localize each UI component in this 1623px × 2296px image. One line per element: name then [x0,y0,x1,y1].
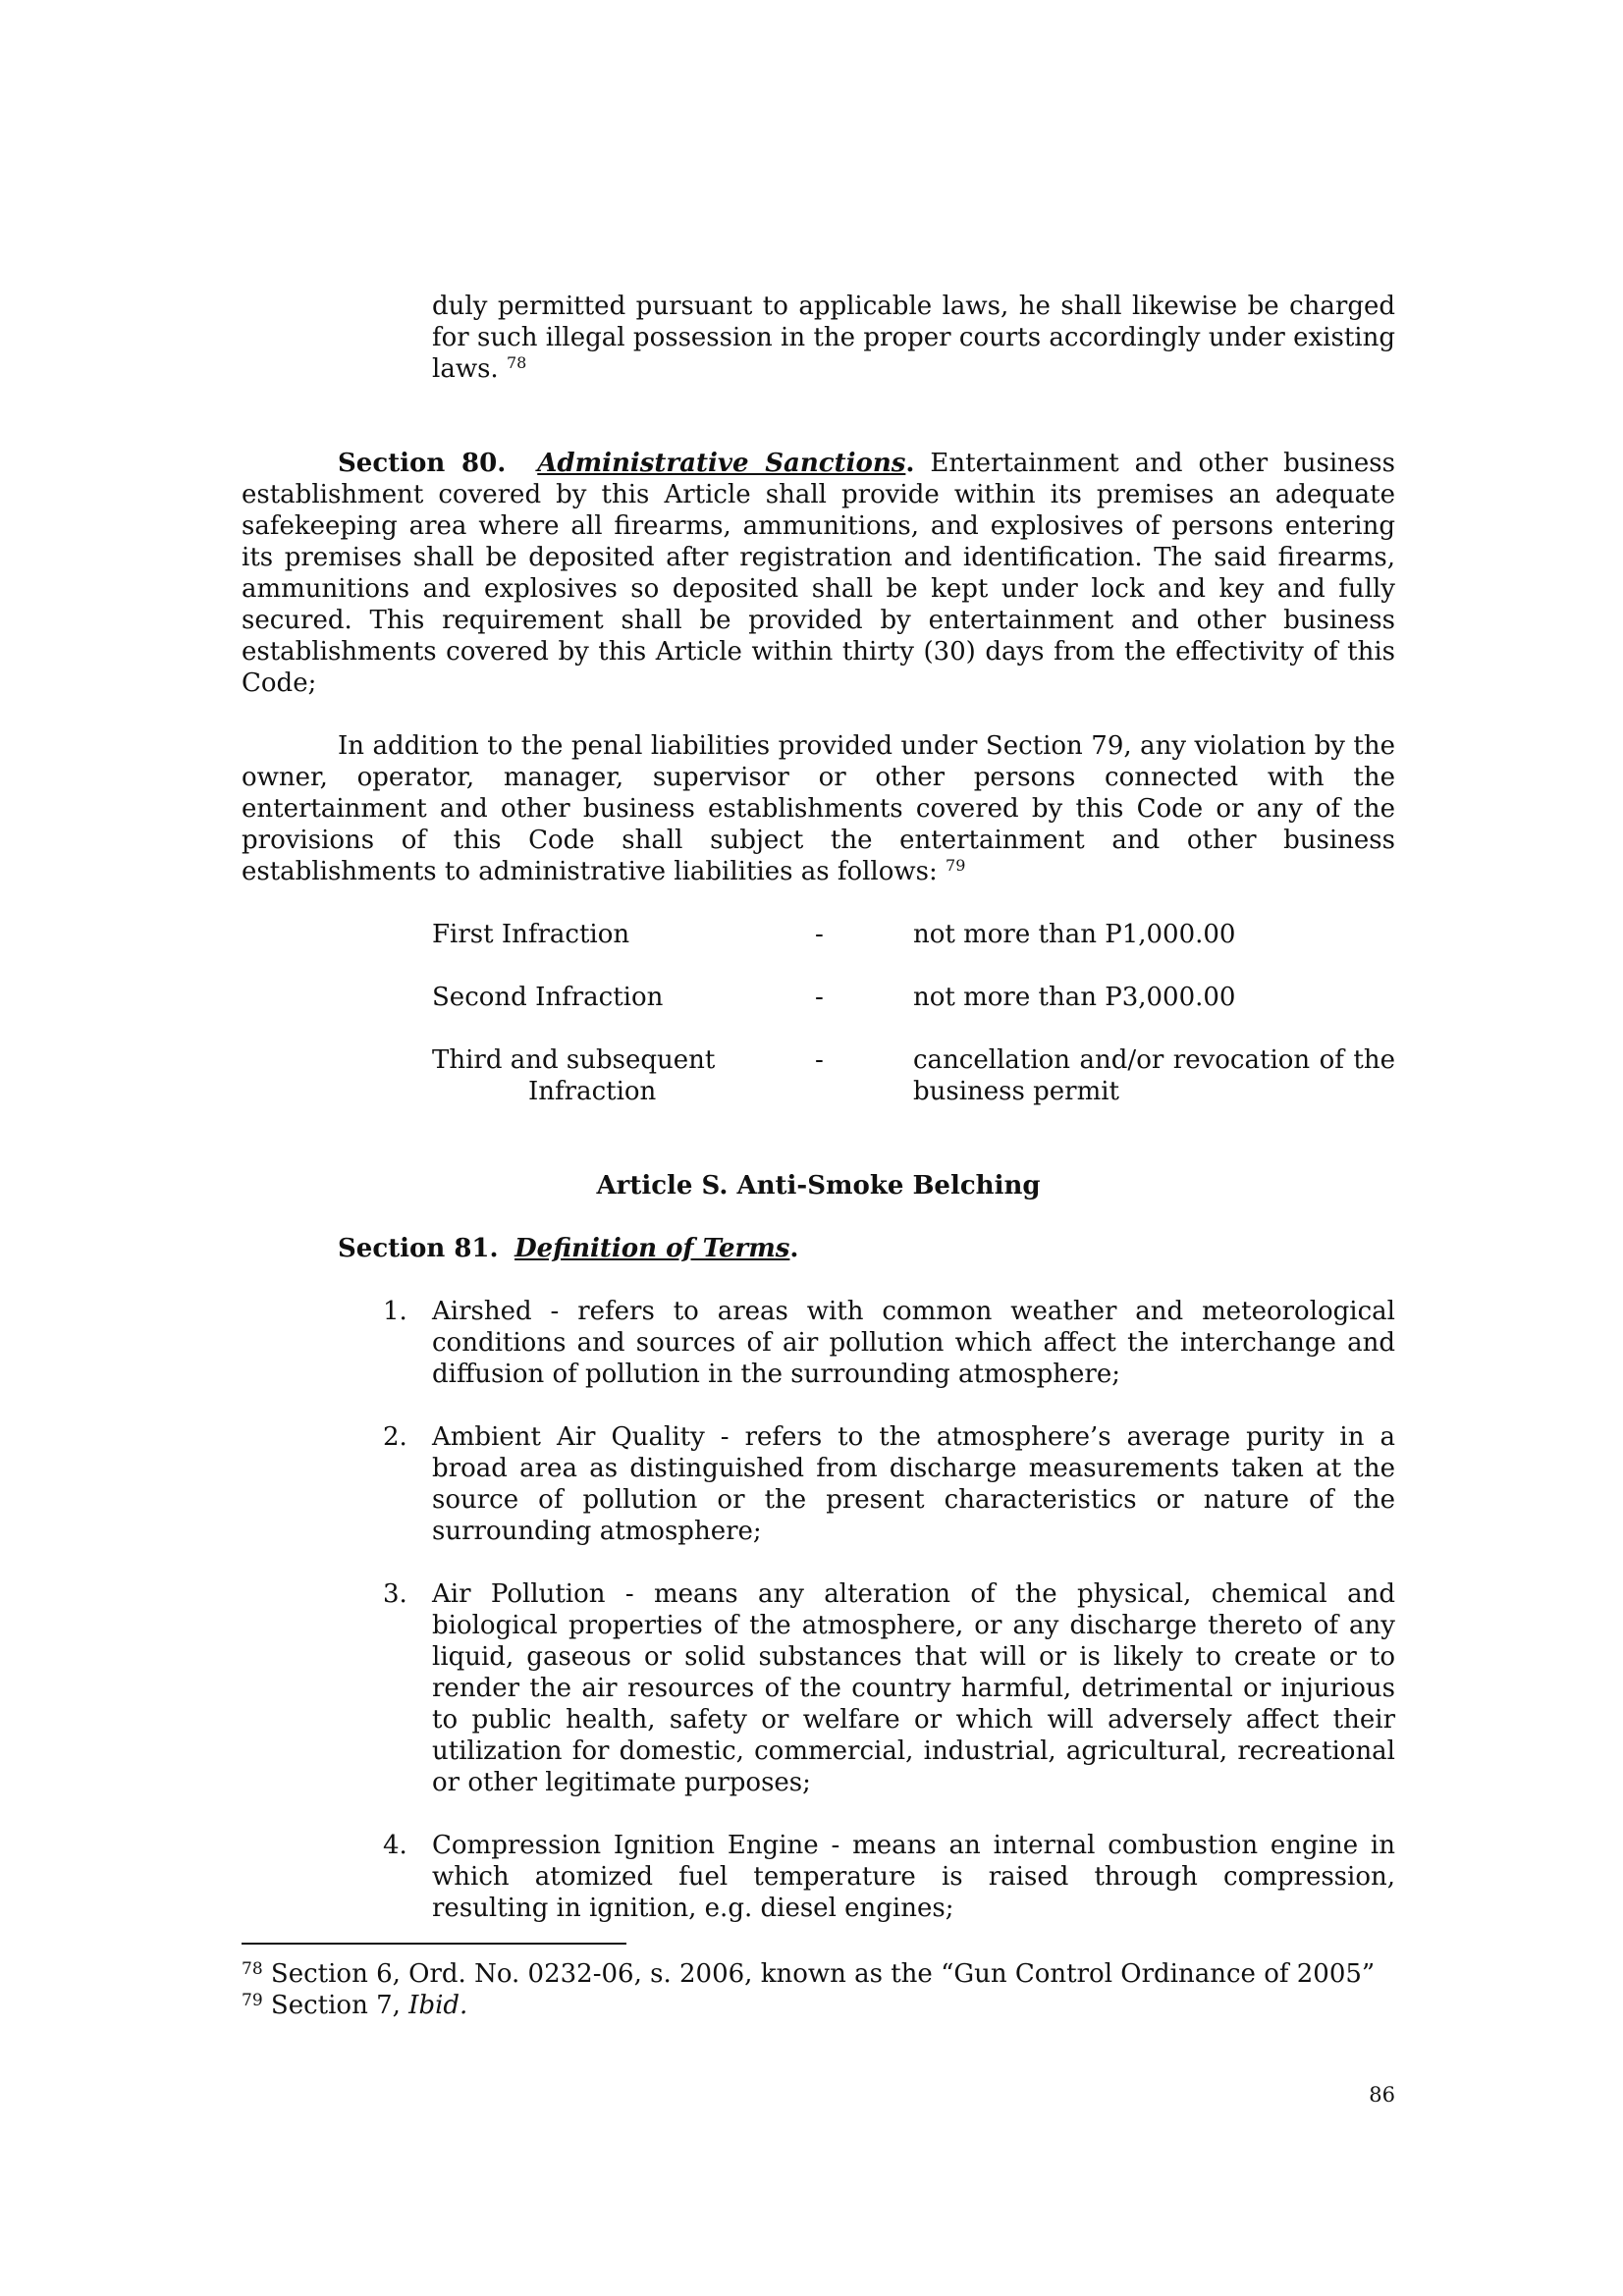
definition-number: 3. [383,1579,407,1609]
footnote-number: 78 [242,1959,263,1979]
penal-liabilities-text: In addition to the penal liabilities provided under Section 79, any violation by the owner, operator, manager, supervisor or other persons connected with the entertainment and other business establishments covered by this Code or any of the provisions of this Code shall subject the entertainment and other business establishments to administrative liabilities as follows: [242,731,1395,886]
footnote-text: Section 6, Ord. No. 0232-06, s. 2006, known as the “Gun Control Ordinance of 2005” [270,1959,1376,1989]
footnote-79 [242,1990,467,2021]
definition-text: Compression Ignition Engine - means an internal combustion engine in which atomized fuel temperature is raised through compression, resulting in ignition, e.g. diesel engines; [432,1831,1395,1923]
sanction-label-line1: Third and subsequent [432,1045,716,1075]
footnote-ref-79: 79 [946,856,966,875]
section-80-label: Section 80. [338,449,507,478]
definition-number: 2. [383,1422,407,1452]
sanction-dash: - [815,983,824,1012]
section-81-title: Definition of Terms [514,1234,790,1263]
footnote-78 [242,1958,1375,1990]
definition-number: 4. [383,1831,407,1860]
sanction-penalty: cancellation and/or revocation of the business permit [913,1045,1395,1106]
sanction-row-third [432,1044,1395,1107]
footnote-separator [242,1943,626,1945]
continuation-text: duly permitted pursuant to applicable laws, he shall likewise be charged for such illegal possession in the proper courts accordingly under existing laws. [432,292,1395,384]
sanction-label-line1: Second Infraction [432,983,664,1012]
sanction-label-line2: Infraction [528,1077,657,1106]
section-80-text: Entertainment and other business establishment covered by this Article shall provide within its premises an adequate safekeeping area where all firearms, ammunitions, and explosives of persons entering its premises shall be deposited after registration and identification. The said firearms, ammunitions and explosives so deposited shall be kept under lock and key and fully secured. This requirement shall be provided by entertainment and other business establishments covered by this Article within thirty (30) days from the effectivity of this Code; [242,449,1395,698]
sanction-dash: - [815,920,824,949]
sanction-label [432,982,727,1013]
section-81-label: Section 81. [338,1234,499,1263]
sanction-penalty: not more than P3,000.00 [913,983,1236,1012]
definition-text: Air Pollution - means any alteration of the physical, chemical and biological properties of the atmosphere, or any discharge thereto of any liquid, gaseous or solid substances that will or is likely to create or to render the air resources of the country harmful, detrimental or injurious to public health, safety or welfare or which will adversely affect their utilization for domestic, commercial, industrial, agricultural, recreational or other legitimate purposes; [432,1579,1395,1797]
sanction-row-second [432,982,1395,1044]
sanction-dash: - [815,1045,824,1075]
footnote-text: Section 7, [270,1991,409,2020]
article-heading: Article S. Anti-Smoke Belching [596,1171,1041,1201]
penal-liabilities-paragraph [242,730,1395,887]
footnote-ibid: Ibid. [408,1991,468,2020]
footnote-number: 79 [242,1991,263,2010]
section-80-title: Administrative Sanctions [537,449,906,478]
sanction-label [432,919,727,950]
sanction-label-line1: First Infraction [432,920,630,949]
footnote-ref-78: 78 [506,353,527,372]
page-number: 86 [1369,2083,1395,2107]
continuation-paragraph [432,291,1395,385]
section-80-title-period: . [905,449,915,478]
definition-number: 1. [383,1297,407,1326]
sanction-label [432,1044,727,1107]
sanction-row-first [432,919,1395,982]
definition-text: Ambient Air Quality - refers to the atmosphere’s average purity in a broad area as distinguished from discharge measurements taken at the source of pollution or the present characteristics or nature of the surrounding atmosphere; [432,1422,1395,1546]
definition-text: Airshed - refers to areas with common weather and meteorological conditions and sources of air pollution which affect the interchange and diffusion of pollution in the surrounding atmosphere; [432,1297,1395,1389]
section-81-heading [338,1233,1395,1264]
sanction-penalty: not more than P1,000.00 [913,920,1236,949]
section-80-paragraph [242,448,1395,699]
section-81-title-period: . [789,1234,799,1263]
